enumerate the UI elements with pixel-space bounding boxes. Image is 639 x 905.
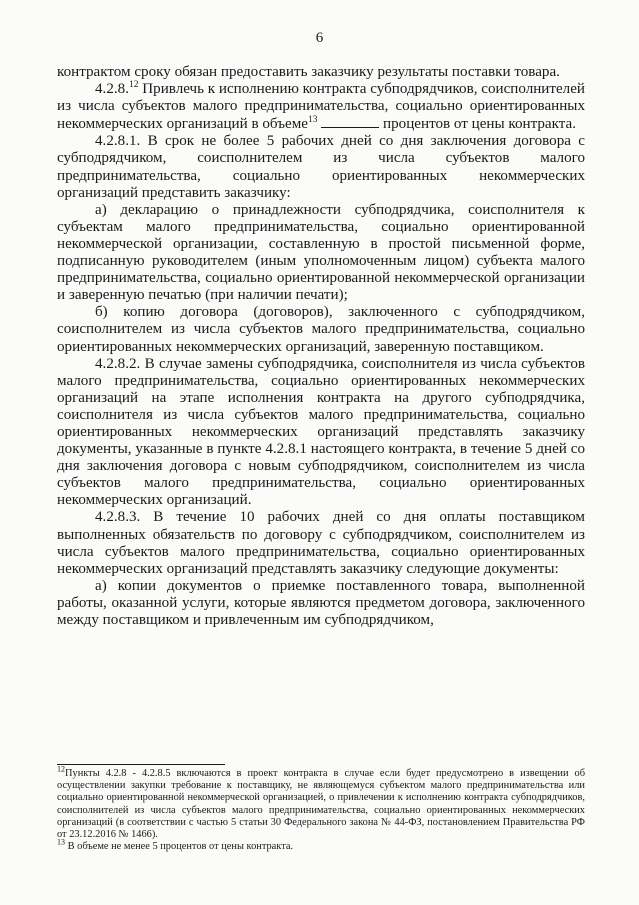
- footnote-ref-13: 13: [308, 115, 318, 126]
- clause-number: 4.2.8.: [95, 81, 129, 98]
- paragraph-4-2-8-1: 4.2.8.1. В срок не более 5 рабочих дней со дня заключения договора с субподрядчиком, соисполнителем из числа субъектов малого предпринимательства, социально ориентированных некоммерческих организаций представить заказчику:: [57, 133, 585, 201]
- page-number: 6: [315, 30, 324, 46]
- footnote-12: [57, 764, 585, 841]
- document-body: [57, 64, 585, 629]
- footnote-separator: [57, 764, 225, 765]
- footnote-text: В объеме не менее 5 процентов от цены контракта.: [65, 841, 294, 853]
- paragraph-4-2-8: [57, 81, 585, 133]
- footnote-number: 12: [57, 764, 65, 774]
- footnote-number: 13: [57, 837, 65, 847]
- paragraph-item-a-2: а) копии документов о приемке поставленного товара, выполненной работы, оказанной услуги, которые являются предметом договора, заключенного между поставщиком и привлеченным им субподрядчиком,: [57, 577, 585, 628]
- footnotes: [57, 764, 585, 853]
- paragraph-text: Привлечь к исполнению контракта субподрядчиков, соисполнителей из числа субъектов малого предпринимательства, социально ориентированных некоммерческих организаций в объеме: [57, 81, 585, 133]
- footnote-13: [57, 837, 585, 853]
- paragraph-4-2-8-3: 4.2.8.3. В течение 10 рабочих дней со дня оплаты поставщиком выполненных обязательств по договору с субподрядчиком, соисполнителем из числа субъектов малого предпринимательства, социально ориентированных некоммерческих организаций представлять заказчику следующие документы:: [57, 509, 585, 577]
- paragraph-continuation: контрактом сроку обязан предоставить заказчику результаты поставки товара.: [57, 64, 560, 80]
- footnote-ref-12: 12: [128, 80, 139, 91]
- paragraph-item-a: а) декларацию о принадлежности субподрядчика, соисполнителя к субъектам малого предпринимательства, социально ориентированной некоммерческой организации, составленную в простой письменной форме, подписанную руководителем (иным уполномоченным лицом) субъекта малого предпринимательства, социально ориентированной некоммерческой организации и заверенную печатью (при наличии печати);: [57, 201, 585, 304]
- footnote-text: Пункты 4.2.8 - 4.2.8.5 включаются в проект контракта в случае если будет предусмотрено в извещении об осуществлении закупки требование к поставщику, не являющемуся субъектом малого предпринимательства или социально ориентированной некоммерческой организацией, о привлечении к исполнению контракта субподрядчиков, соисполнителей из числа субъектов малого предпринимательства, социально ориентированных некоммерческих организаций (в соответствии с частью 5 статьи 30 Федерального закона № 44-ФЗ, постановлением Правительства РФ от 23.12.2016 № 1466).: [57, 768, 585, 841]
- paragraph-4-2-8-2: 4.2.8.2. В случае замены субподрядчика, соисполнителя из числа субъектов малого предпринимательства, социально ориентированных некоммерческих организаций на этапе исполнения контракта на другого субподрядчика, соисполнителя из числа субъектов малого предпринимательства, социально ориентированных некоммерческих организаций представлять заказчику документы, указанные в пункте 4.2.8.1 настоящего контракта, в течение 5 дней со дня заключения договора с новым субподрядчиком, соисполнителем из числа субъектов малого предпринимательства, социально ориентированных некоммерческих организаций.: [57, 355, 585, 509]
- paragraph-item-b: б) копию договора (договоров), заключенного с субподрядчиком, соисполнителем из числа субъектов малого предпринимательства, социально ориентированных некоммерческих организаций, заверенную поставщиком.: [57, 304, 585, 355]
- paragraph-text-end: процентов от цены контракта.: [379, 116, 577, 133]
- blank-fill-line: [321, 115, 379, 128]
